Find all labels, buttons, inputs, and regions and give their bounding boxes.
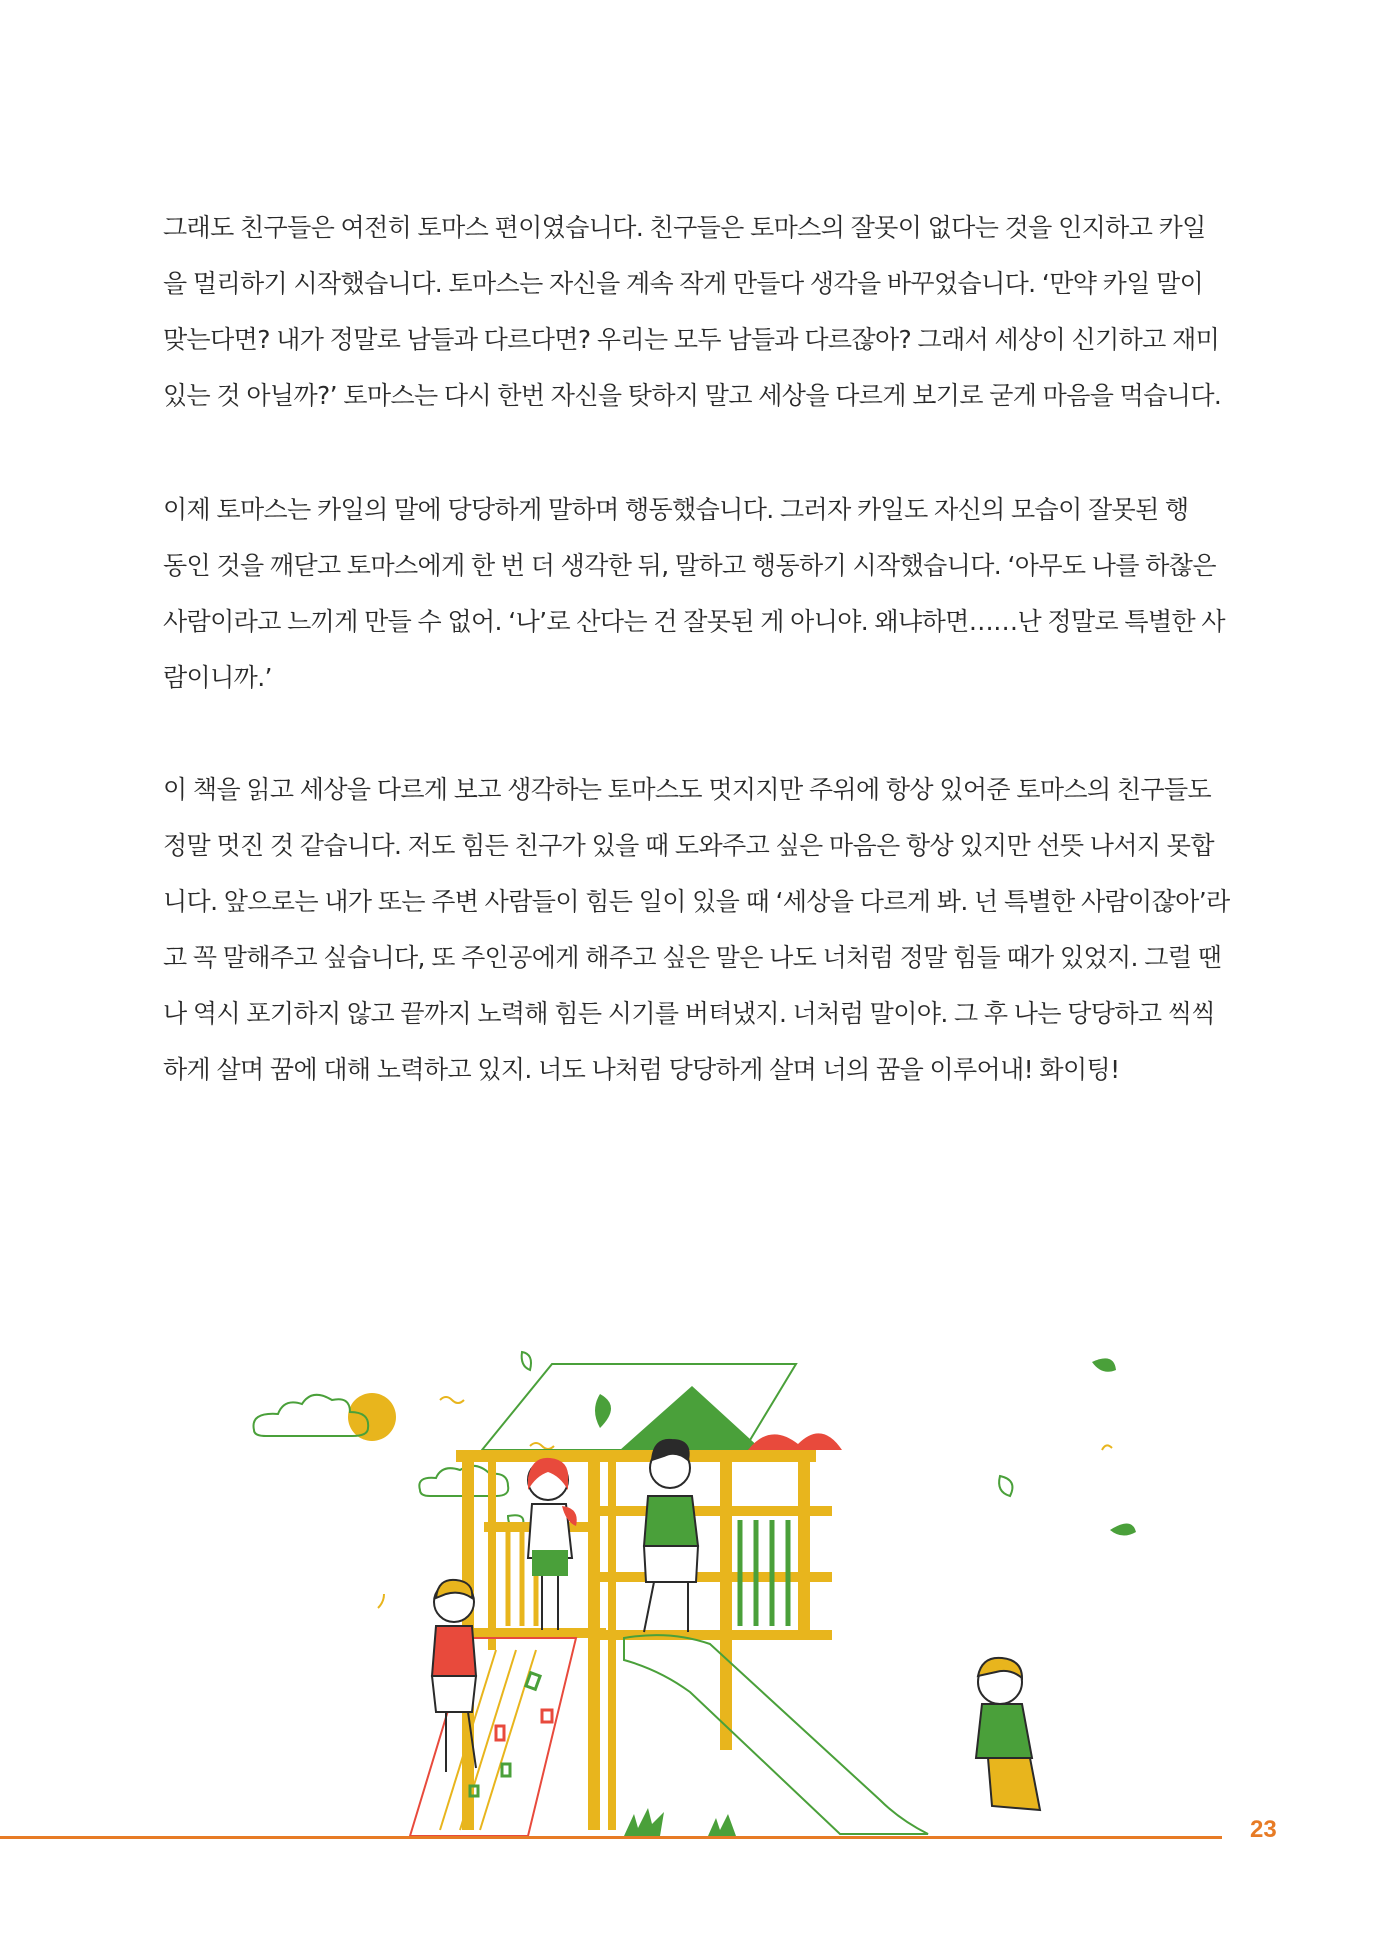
text-line: 있는 것 아닐까?’ 토마스는 다시 한번 자신을 탓하지 말고 세상을 다르게 보기로 굳게 마음을 먹습니다.: [163, 381, 1222, 410]
roof-green: [620, 1386, 762, 1450]
text-line: 동인 것을 깨닫고 토마스에게 한 번 더 생각한 뒤, 말하고 행동하기 시작했습니다. ‘아무도 나를 하찮은: [163, 551, 1216, 580]
kid-boy-top: [644, 1440, 698, 1632]
text-line: 맞는다면? 내가 정말로 남들과 다르다면? 우리는 모두 남들과 다르잖아? 그래서 세상이 신기하고 재미: [163, 325, 1220, 354]
text-line: 이 책을 읽고 세상을 다르게 보고 생각하는 토마스도 멋지지만 주위에 항상 있어준 토마스의 친구들도: [163, 775, 1212, 804]
deck-floor: [456, 1628, 606, 1638]
kid-girl-slide: [976, 1658, 1040, 1810]
sun-icon: [348, 1393, 396, 1441]
text-line: 이제 토마스는 카일의 말에 당당하게 말하며 행동했습니다. 그러자 카일도 자신의 모습이 잘못된 행: [163, 495, 1189, 524]
paragraph-2: [163, 482, 1223, 706]
page-number: 23: [1250, 1816, 1277, 1843]
text-line: 그래도 친구들은 여전히 토마스 편이였습니다. 친구들은 토마스의 잘못이 없다는 것을 인지하고 카일: [163, 213, 1206, 242]
text-line: 고 꼭 말해주고 싶습니다, 또 주인공에게 해주고 싶은 말은 나도 너처럼 정말 힘들 때가 있었지. 그럴 땐: [163, 943, 1222, 972]
grass-icon: [624, 1808, 736, 1836]
paragraph-3: [163, 762, 1230, 1098]
roof-red: [748, 1433, 842, 1450]
text-line: 사람이라고 느끼게 만들 수 없어. ‘나’로 산다는 건 잘못된 게 아니야. 왜냐하면……난 정말로 특별한 사: [163, 607, 1225, 636]
paragraph-1: [163, 200, 1223, 424]
text-line: 나 역시 포기하지 않고 끝까지 노력해 힘든 시기를 버텨냈지. 너처럼 말이야. 그 후 나는 당당하고 씩씩: [163, 999, 1215, 1028]
text-line: 정말 멋진 것 같습니다. 저도 힘든 친구가 있을 때 도와주고 싶은 마음은 항상 있지만 선뜻 나서지 못합: [163, 831, 1214, 860]
text-line: 람이니까.’: [163, 663, 272, 692]
text-line: 을 멀리하기 시작했습니다. 토마스는 자신을 계속 작게 만들다 생각을 바꾸었습니다. ‘만약 카일 말이: [163, 269, 1204, 298]
slide: [624, 1635, 928, 1834]
text-line: 니다. 앞으로는 내가 또는 주변 사람들이 힘든 일이 있을 때 ‘세상을 다르게 봐. 넌 특별한 사람이잖아’라: [163, 887, 1230, 916]
text-line: 하게 살며 꿈에 대해 노력하고 있지. 너도 나처럼 당당하게 살며 너의 꿈을 이루어내! 화이팅!: [163, 1055, 1120, 1084]
footer-divider: [0, 1836, 1222, 1839]
playground-illustration: [240, 1300, 1160, 1840]
